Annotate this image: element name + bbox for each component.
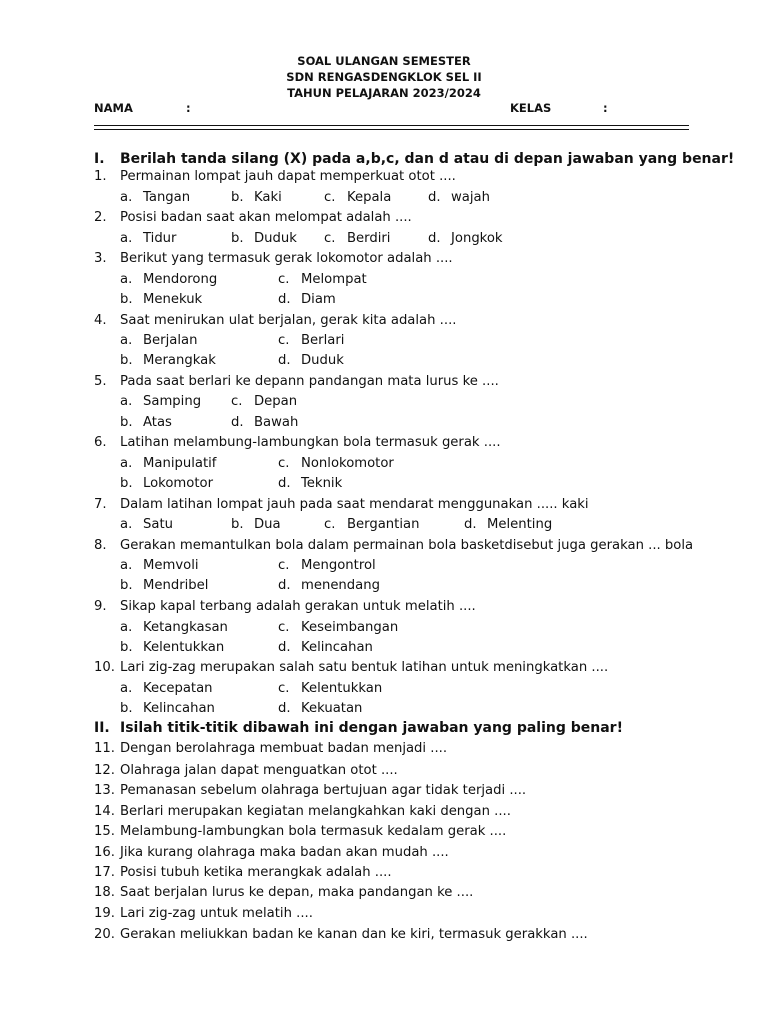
option-text: Nonlokomotor <box>301 456 394 471</box>
option-text: Lokomotor <box>143 476 213 491</box>
question-text: Saat berjalan lurus ke depan, maka pandangan ke .... <box>120 885 474 900</box>
kelas-colon: : <box>603 101 608 115</box>
option-text: Bergantian <box>347 517 420 532</box>
question-text: Berikut yang termasuk gerak lokomotor adalah .... <box>120 251 453 266</box>
option-text: wajah <box>451 190 490 205</box>
option-text: Kelincahan <box>301 640 373 655</box>
option-letter: a. <box>120 456 133 471</box>
option-letter: a. <box>120 681 133 696</box>
option-text: Manipulatif <box>143 456 217 471</box>
option-text: Keseimbangan <box>301 620 399 635</box>
option-letter: b. <box>120 476 133 491</box>
question-text: Posisi tubuh ketika merangkak adalah .... <box>120 865 392 880</box>
option-letter: d. <box>278 578 291 593</box>
question-number: 12. <box>94 763 115 778</box>
question-number: 3. <box>94 251 107 266</box>
option-text: Melompat <box>301 272 367 287</box>
question-number: 16. <box>94 845 115 860</box>
option-letter: b. <box>120 578 133 593</box>
question-number: 14. <box>94 804 115 819</box>
option-letter: d. <box>278 476 291 491</box>
option-letter: d. <box>428 231 441 246</box>
section-2-number: II. <box>94 720 110 736</box>
option-letter: c. <box>324 190 336 205</box>
question-text: Melambung-lambungkan bola termasuk kedalam gerak .... <box>120 824 507 839</box>
question-text: Gerakan memantulkan bola dalam permainan bola basketdisebut juga gerakan ... bola <box>120 538 694 553</box>
question-text: Dalam latihan lompat jauh pada saat mendarat menggunakan ..... kaki <box>120 497 589 512</box>
question-number: 2. <box>94 210 107 225</box>
option-text: Duduk <box>301 353 344 368</box>
question-text: Posisi badan saat akan melompat adalah .... <box>120 210 412 225</box>
option-text: Menekuk <box>143 292 203 307</box>
option-text: Berdiri <box>347 231 391 246</box>
option-text: Tidur <box>143 231 177 246</box>
option-letter: b. <box>120 415 133 430</box>
option-letter: c. <box>324 231 336 246</box>
option-text: Ketangkasan <box>143 620 228 635</box>
question-text: Permainan lompat jauh dapat memperkuat otot .... <box>120 169 456 184</box>
question-number: 5. <box>94 374 107 389</box>
option-text: Mendribel <box>143 578 209 593</box>
option-text: Depan <box>254 394 298 409</box>
header-school: SDN RENGASDENGKLOK SEL II <box>286 70 482 84</box>
question-number: 19. <box>94 906 115 921</box>
option-letter: c. <box>278 333 290 348</box>
section-2-title: Isilah titik-titik dibawah ini dengan jawaban yang paling benar! <box>120 720 623 736</box>
section-1-title: Berilah tanda silang (X) pada a,b,c, dan d atau di depan jawaban yang benar! <box>120 151 735 167</box>
question-number: 17. <box>94 865 115 880</box>
question-number: 8. <box>94 538 107 553</box>
question-text: Latihan melambung-lambungkan bola termasuk gerak .... <box>120 435 501 450</box>
option-text: Berjalan <box>143 333 198 348</box>
option-text: Tangan <box>143 190 191 205</box>
question-text: Lari zig-zag merupakan salah satu bentuk latihan untuk meningkatkan .... <box>120 660 609 675</box>
option-letter: a. <box>120 231 133 246</box>
option-text: Dua <box>254 517 281 532</box>
question-text: Dengan berolahraga membuat badan menjadi .... <box>120 741 448 756</box>
option-text: Melenting <box>487 517 553 532</box>
option-text: Berlari <box>301 333 345 348</box>
option-text: Kepala <box>347 190 392 205</box>
option-letter: b. <box>231 517 244 532</box>
option-letter: a. <box>120 558 133 573</box>
option-text: Satu <box>143 517 173 532</box>
nama-colon: : <box>186 101 191 115</box>
option-letter: a. <box>120 272 133 287</box>
option-text: Kecepatan <box>143 681 213 696</box>
option-letter: b. <box>120 701 133 716</box>
option-letter: b. <box>120 292 133 307</box>
question-text: Gerakan meliukkan badan ke kanan dan ke kiri, termasuk gerakkan .... <box>120 927 588 942</box>
question-text: Sikap kapal terbang adalah gerakan untuk melatih .... <box>120 599 476 614</box>
option-text: Duduk <box>254 231 297 246</box>
question-text: Saat menirukan ulat berjalan, gerak kita adalah .... <box>120 313 457 328</box>
option-text: Kelentukkan <box>301 681 383 696</box>
option-letter: c. <box>278 272 290 287</box>
option-letter: c. <box>278 620 290 635</box>
option-letter: b. <box>231 231 244 246</box>
question-text: Jika kurang olahraga maka badan akan mudah .... <box>120 845 449 860</box>
option-letter: d. <box>278 701 291 716</box>
question-number: 1. <box>94 169 107 184</box>
question-text: Pemanasan sebelum olahraga bertujuan agar tidak terjadi .... <box>120 783 527 798</box>
option-text: Kelincahan <box>143 701 215 716</box>
option-text: Bawah <box>254 415 299 430</box>
option-text: Kelentukkan <box>143 640 225 655</box>
option-text: Mendorong <box>143 272 218 287</box>
question-number: 10. <box>94 660 115 675</box>
option-letter: d. <box>428 190 441 205</box>
option-letter: a. <box>120 190 133 205</box>
question-number: 13. <box>94 783 115 798</box>
question-number: 11. <box>94 741 115 756</box>
option-letter: a. <box>120 517 133 532</box>
header-year: TAHUN PELAJARAN 2023/2024 <box>287 86 481 100</box>
question-text: Pada saat berlari ke depann pandangan mata lurus ke .... <box>120 374 499 389</box>
option-letter: d. <box>278 640 291 655</box>
nama-label: NAMA <box>94 101 133 115</box>
question-text: Berlari merupakan kegiatan melangkahkan kaki dengan .... <box>120 804 511 819</box>
option-text: Kekuatan <box>301 701 363 716</box>
option-letter: a. <box>120 394 133 409</box>
question-number: 4. <box>94 313 107 328</box>
option-text: Samping <box>143 394 202 409</box>
option-text: menendang <box>301 578 380 593</box>
option-letter: c. <box>231 394 243 409</box>
option-letter: c. <box>324 517 336 532</box>
option-letter: b. <box>120 640 133 655</box>
option-letter: c. <box>278 558 290 573</box>
option-text: Teknik <box>301 476 343 491</box>
option-text: Memvoli <box>143 558 199 573</box>
header-rule-top <box>94 125 689 126</box>
option-letter: b. <box>231 190 244 205</box>
option-text: Diam <box>301 292 336 307</box>
question-text: Olahraga jalan dapat menguatkan otot .... <box>120 763 398 778</box>
option-letter: d. <box>231 415 244 430</box>
question-number: 20. <box>94 927 115 942</box>
document-header <box>0 53 768 101</box>
question-text: Lari zig-zag untuk melatih .... <box>120 906 313 921</box>
option-text: Kaki <box>254 190 282 205</box>
option-letter: a. <box>120 620 133 635</box>
question-number: 9. <box>94 599 107 614</box>
option-letter: a. <box>120 333 133 348</box>
option-letter: d. <box>464 517 477 532</box>
option-text: Mengontrol <box>301 558 376 573</box>
option-letter: b. <box>120 353 133 368</box>
option-letter: c. <box>278 681 290 696</box>
question-number: 7. <box>94 497 107 512</box>
option-text: Jongkok <box>451 231 503 246</box>
option-text: Merangkak <box>143 353 216 368</box>
option-letter: d. <box>278 292 291 307</box>
kelas-label: KELAS <box>510 101 552 115</box>
header-rule-bottom <box>94 129 689 130</box>
question-number: 6. <box>94 435 107 450</box>
section-1-number: I. <box>94 151 105 167</box>
question-number: 15. <box>94 824 115 839</box>
header-title: SOAL ULANGAN SEMESTER <box>297 54 471 68</box>
option-text: Atas <box>143 415 172 430</box>
option-letter: c. <box>278 456 290 471</box>
question-number: 18. <box>94 885 115 900</box>
option-letter: d. <box>278 353 291 368</box>
